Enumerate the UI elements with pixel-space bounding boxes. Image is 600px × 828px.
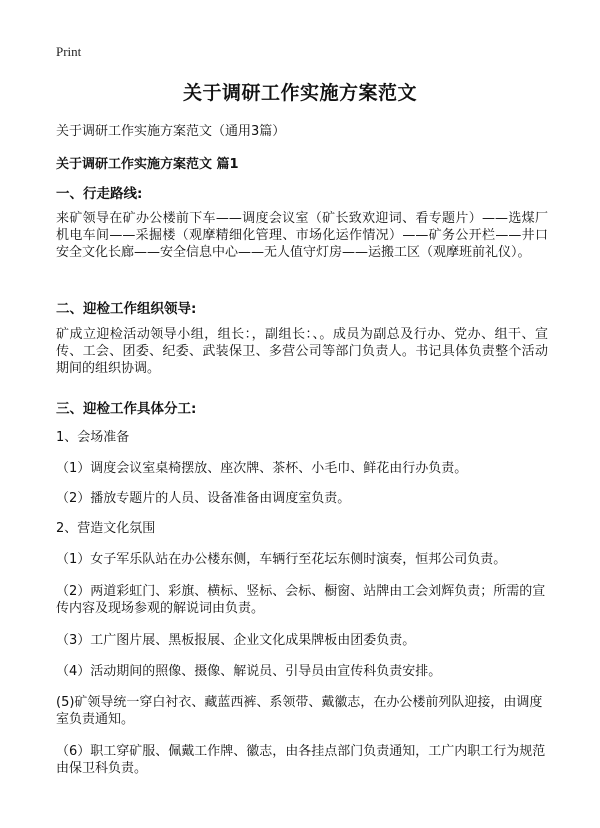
section-body-organization: 矿成立迎检活动领导小组，组长：，副组长：、。成员为副总及行办、党办、组干、宣传、工会、团委、纪委、武装保卫、多营公司等部门负责人。书记具体负责整个活动期间的组织协调。 [56, 327, 548, 376]
page-title: 关于调研工作实施方案范文 [182, 82, 417, 104]
article-title: 关于调研工作实施方案范文 篇1 [56, 157, 239, 172]
list-item: 1、会场准备 [56, 430, 130, 445]
list-item: 2、营造文化氛围 [56, 521, 156, 536]
document-subtitle: 关于调研工作实施方案范文（通用3篇） [56, 124, 286, 139]
print-link[interactable]: Print [56, 44, 82, 59]
list-item: （2）播放专题片的人员、设备准备由调度室负责。 [56, 491, 351, 506]
section-body-route: 来矿领导在矿办公楼前下车——调度会议室（矿长致欢迎词、看专题片）——选煤厂机电车间——采掘楼（观摩精细化管理、市场化运作情况）——矿务公开栏——井口安全文化长廊——安全信息中心——无人值守灯房——运搬工区（观摩班前礼仪）。 [56, 211, 548, 260]
list-item: （1）女子军乐队站在办公楼东侧，车辆行至花坛东侧时演奏，恒邦公司负责。 [56, 552, 507, 567]
list-item: (5)矿领导统一穿白衬衣、藏蓝西裤、系领带、戴徽志，在办公楼前列队迎接，由调度室负责通知。 [56, 695, 543, 727]
section-heading-division: 三、迎检工作具体分工: [56, 401, 197, 417]
section-heading-route: 一、行走路线: [56, 186, 143, 202]
section-heading-organization: 二、迎检工作组织领导: [56, 301, 197, 317]
list-item: （1）调度会议室桌椅摆放、座次牌、茶杯、小毛巾、鲜花由行办负责。 [56, 461, 468, 476]
list-item: （4）活动期间的照像、摄像、解说员、引导员由宣传科负责安排。 [56, 664, 442, 679]
list-item: （2）两道彩虹门、彩旗、横标、竖标、会标、橱窗、站牌由工会刘辉负责；所需的宣传内容及现场参观的解说词由负责。 [56, 584, 546, 616]
list-item: （6）职工穿矿服、佩戴工作牌、徽志，由各挂点部门负责通知，工广内职工行为规范由保卫科负责。 [56, 744, 546, 776]
list-item: （3）工广图片展、黑板报展、企业文化成果牌板由团委负责。 [56, 633, 416, 648]
